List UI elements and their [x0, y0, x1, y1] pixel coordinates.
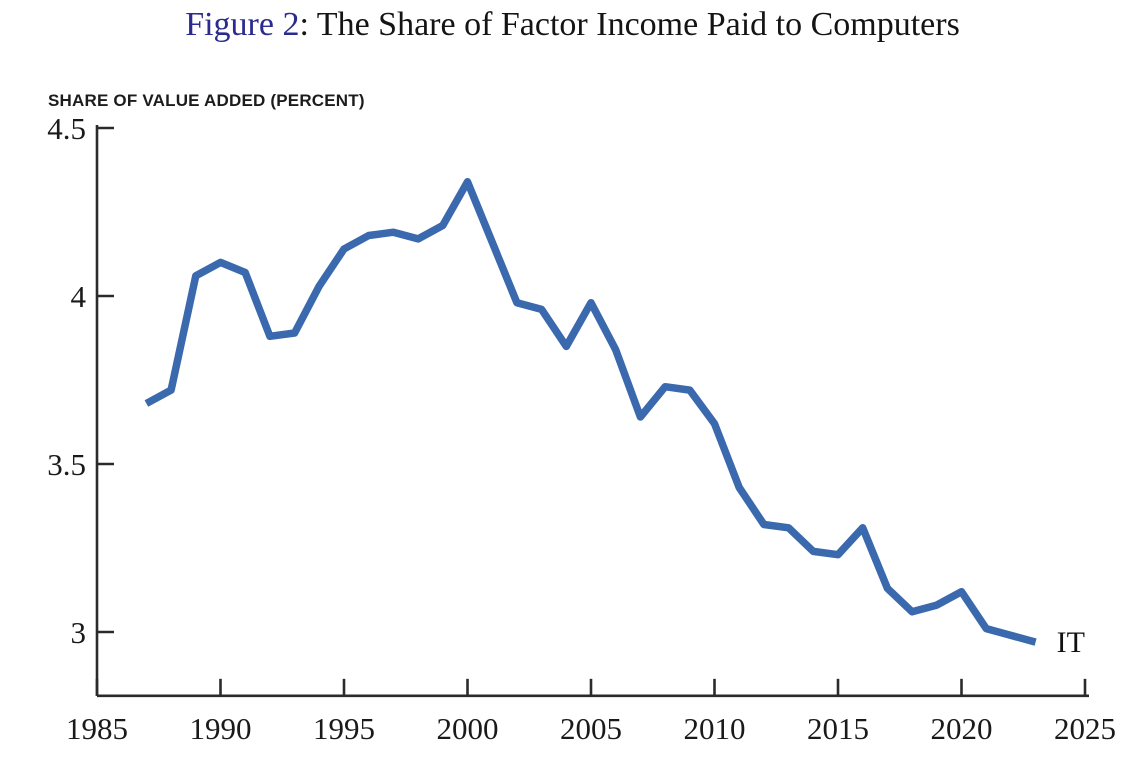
x-tick-label: 1995: [313, 710, 375, 746]
x-tick-label: 2005: [560, 710, 622, 746]
y-tick-label: 4: [70, 279, 86, 314]
y-tick-label: 4.5: [47, 111, 86, 146]
y-tick-label: 3: [70, 615, 86, 650]
figure-number-link: Figure 2: [185, 6, 300, 43]
x-tick-label: 2020: [930, 710, 993, 746]
y-axis-title: SHARE OF VALUE ADDED (PERCENT): [48, 91, 365, 110]
y-tick-label: 3.5: [47, 447, 86, 482]
series-label-it: IT: [1056, 626, 1085, 660]
x-tick-label: 2015: [807, 710, 869, 746]
x-tick-label: 1985: [66, 710, 128, 746]
data-line-it: [146, 182, 1035, 642]
x-tick-label: 2000: [436, 710, 499, 746]
x-tick-label: 1990: [189, 710, 252, 746]
x-tick-label: 2010: [683, 710, 746, 746]
x-tick-label: 2025: [1054, 710, 1116, 746]
figure-title-text: : The Share of Factor Income Paid to Computers: [299, 6, 960, 43]
